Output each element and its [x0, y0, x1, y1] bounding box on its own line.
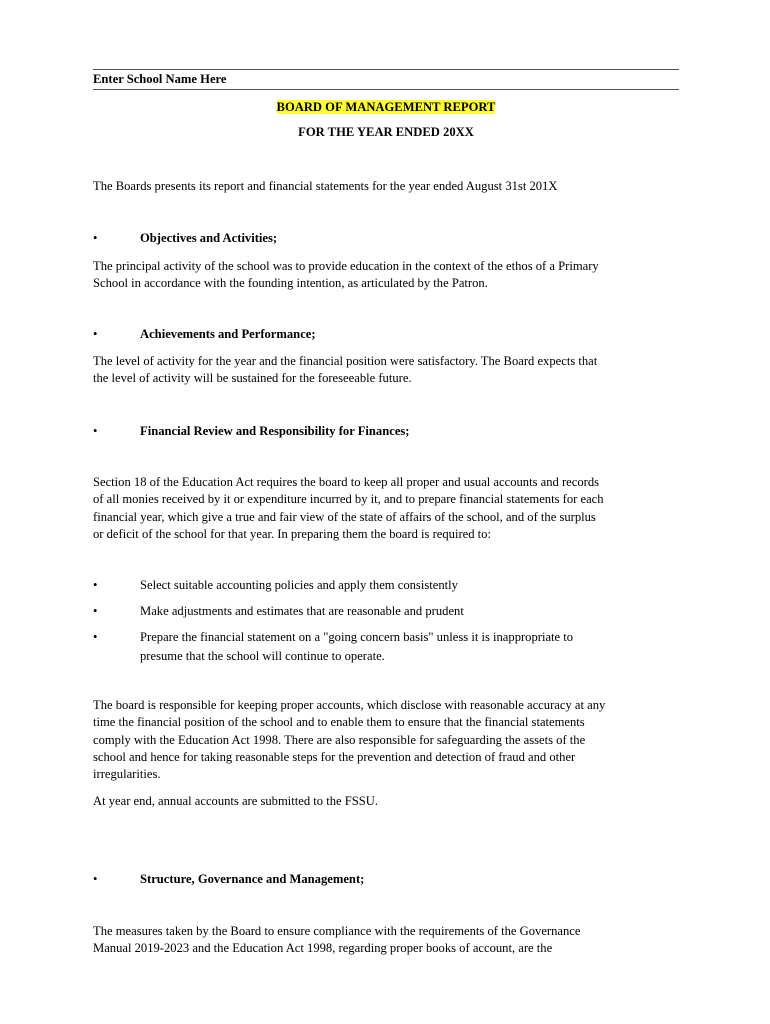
report-title [93, 99, 679, 116]
paragraph-financial [93, 474, 679, 543]
paragraph-line: comply with the Education Act 1998. There are also responsible for safeguarding the assets of the [93, 732, 586, 747]
paragraph-line: time the financial position of the school and to enable them to ensure that the financial statements [93, 715, 585, 730]
heading-achievements: Achievements and Performance; [140, 327, 316, 341]
bullet-financial: • [93, 424, 98, 438]
header-top-rule [93, 69, 679, 70]
bullet-requirement: • [93, 604, 98, 618]
bullet-requirement: • [93, 630, 98, 644]
paragraph-year-end: At year end, annual accounts are submitted to the FSSU. [93, 794, 379, 808]
paragraph-line: The principal activity of the school was to provide education in the context of the ethos of a Primary [93, 259, 599, 273]
bullet-requirement: • [93, 578, 98, 592]
header-bottom-rule [93, 89, 679, 90]
paragraph-line: The level of activity for the year and the financial position were satisfactory. The Board expects that [93, 354, 598, 368]
paragraph-line: or deficit of the school for that year. In preparing them the board is required to: [93, 526, 491, 541]
intro-paragraph: The Boards presents its report and financial statements for the year ended August 31st 201X [93, 179, 558, 193]
school-name: Enter School Name Here [93, 72, 227, 86]
paragraph-line: The board is responsible for keeping proper accounts, which disclose with reasonable accuracy at any [93, 698, 606, 712]
paragraph-line: The measures taken by the Board to ensure compliance with the requirements of the Governance [93, 924, 581, 938]
paragraph-line: School in accordance with the founding intention, as articulated by the Patron. [93, 276, 488, 291]
paragraph-responsibility [93, 697, 679, 783]
paragraph-objectives [93, 258, 679, 293]
bullet-structure: • [93, 872, 98, 886]
report-title-highlight: BOARD OF MANAGEMENT REPORT [276, 100, 496, 114]
paragraph-line: the level of activity will be sustained for the foreseeable future. [93, 371, 412, 386]
heading-financial: Financial Review and Responsibility for Finances; [140, 424, 410, 438]
report-subtitle: FOR THE YEAR ENDED 20XX [298, 125, 474, 139]
paragraph-line: Manual 2019-2023 and the Education Act 1998, regarding proper books of account, are the [93, 941, 553, 956]
requirement-item: Select suitable accounting policies and apply them consistently [140, 578, 458, 592]
paragraph-line: financial year, which give a true and fair view of the state of affairs of the school, and of the surplus [93, 509, 596, 524]
paragraph-line: school and hence for taking reasonable steps for the prevention and detection of fraud and other [93, 749, 576, 764]
bullet-objectives: • [93, 231, 98, 245]
requirement-item: Prepare the financial statement on a "going concern basis" unless it is inappropriate to [140, 630, 574, 644]
bullet-achievements: • [93, 327, 98, 341]
requirement-item-continued: presume that the school will continue to operate. [140, 649, 385, 663]
paragraph-line: Section 18 of the Education Act requires the board to keep all proper and usual accounts and records [93, 475, 600, 489]
requirement-item: Make adjustments and estimates that are reasonable and prudent [140, 604, 464, 618]
paragraph-achievements [93, 353, 679, 388]
paragraph-structure [93, 923, 679, 958]
heading-objectives: Objectives and Activities; [140, 231, 278, 245]
heading-structure: Structure, Governance and Management; [140, 872, 365, 886]
paragraph-line: of all monies received by it or expenditure incurred by it, and to prepare financial statements for each [93, 492, 604, 507]
paragraph-line: irregularities. [93, 767, 161, 782]
